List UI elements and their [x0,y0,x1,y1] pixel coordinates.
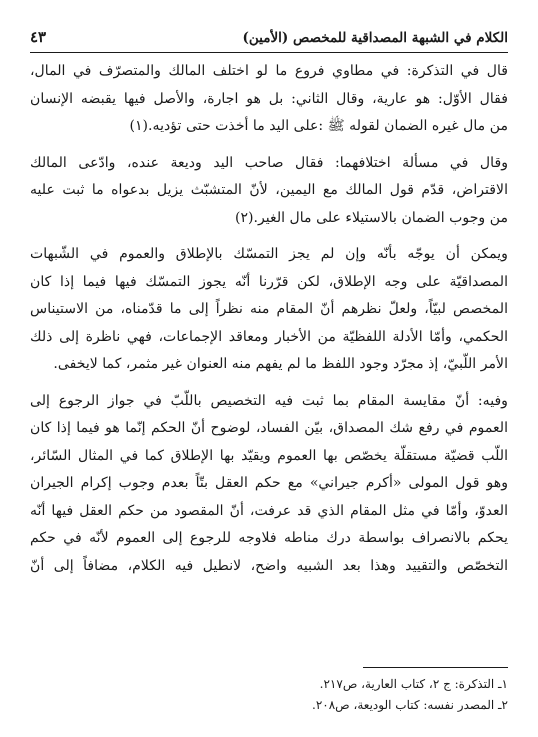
paragraph-tadhkira-quote [30,58,508,141]
text-line: الحكمي، وأمّا الأدلة اللفظيّة من الأخبار ومعاقد الإجماعات، فهي ناظرة إلى ذلك [30,328,508,345]
text-line: المصداقيّة على وجه الإطلاق، لكن قرّرنا أنّه يجوز التمسّك فيها فيما إذا كان [30,273,508,290]
footnotes [30,674,508,716]
main-text [30,58,508,589]
text-line: المخصص لبيّاً، ولعلّ نظرهم أنّ المقام منه نظراً إلى ما قدّمناه، من الاستيناس [30,301,508,317]
text-line: من مال غيره الضمان لقوله ﷺ :على اليد ما أخذت حتى تؤديه.(١) [129,118,508,134]
text-line: وهو قول المولى «أكرم جيراني» مع حكم العقل بتّاً بعدم وجوب إكرام الجيران [30,475,508,491]
paragraph-justification [30,241,508,379]
running-header [30,20,508,46]
running-header-title: الكلام في الشبهة المصداقية للمخصص (الأمين) [242,30,508,46]
text-line: فقال الأوّل: هو عارية، وقال الثاني: بل هو اجارة، والأصل فيها يقبضه الإنسان [30,90,508,107]
text-line: العدوّ، وأمّا في مثل المقام الذي قد عرفت، أنّ المقصود من حكم العقل فيها أنّه [30,502,508,519]
page-number: ٤٣ [30,28,47,46]
paragraph-dispute-case [30,150,508,233]
text-line: العموم في رفع شك المصداق، بيّن الفساد، لوضوح أنّ الحكم إنّما هو فيما إذا كان [30,420,508,436]
footnote-divider [363,667,508,668]
text-line: التخصّص والتقييد وهذا بعد الشبيه واضح، لانطيل فيه الكلام، مضافاً إلى أنّ [30,557,508,574]
text-line: الأمر اللّبيّ، إذ مجرّد وجود اللفظ ما لم يفهم منه العنوان غير مثمر، كما لايخفى. [53,356,508,372]
header-rule [30,52,508,53]
text-line: اللّب قضيّة مستقلّة يخصّص بها العموم ويقيّد بها الإطلاق كما في المثال السّائر، [30,447,508,464]
footnote-1: ١ـ التذكرة: ج ٢، كتاب العارية، ص٢١٧. [319,677,508,691]
text-line: يحكم بالانصراف بواسطة درك مناطه فلاوجه للرجوع إلى العموم لأنّه في حكم [30,530,508,546]
text-line: قال في التذكرة: في مطاوي فروع ما لو اختلف المالك والمتصرّف في المال، [30,63,508,79]
text-line: وقال في مسألة اختلافهما: فقال صاحب اليد وديعة عنده، وادّعى المالك [30,154,508,171]
text-line: ويمكن أن يوجّه بأنّه وإن لم يجز التمسّك بالإطلاق والعموم في الشّبهات [30,246,508,262]
footnote-2: ٢ـ المصدر نفسه: كتاب الوديعة، ص٢٠٨. [312,698,508,712]
text-line: وفيه: أنّ مقايسة المقام بما ثبت فيه التخصيص باللّبّ في جواز الرجوع إلى [30,392,508,409]
text-line: الاقتراض، قدّم قول المالك مع اليمين، لأنّ المتشبّث يزيل بدعواه ما ثبت عليه [30,182,508,198]
paragraph-objection [30,388,508,581]
text-line: من وجوب الضمان بالاستيلاء على مال الغير.(٢) [234,209,508,226]
